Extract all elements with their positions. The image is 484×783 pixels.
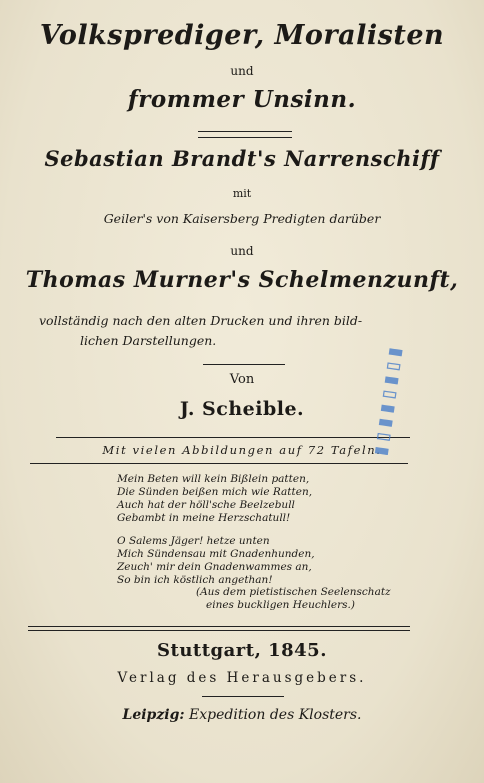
title-line-2: frommer Unsinn. <box>127 86 357 113</box>
author-name: J. Scheible. <box>179 398 305 420</box>
description-line-1: vollständig nach den alten Drucken und ihren bild- <box>39 313 363 328</box>
title-line-1: Volksprediger, Moralisten <box>39 20 445 51</box>
library-stamp-icon: ▮▯▮▮▯▮▯▮ <box>367 342 409 460</box>
rule-above-imprint <box>28 626 410 627</box>
leipzig-label: Leipzig: <box>122 707 185 723</box>
title-conjunction: und <box>230 64 254 78</box>
verse-line: So bin ich köstlich angethan! <box>117 574 273 586</box>
subtitle-conjunction: und <box>230 244 254 258</box>
source-line: eines buckligen Heuchlers.) <box>206 599 355 611</box>
verse-line: O Salems Jäger! hetze unten <box>117 535 270 547</box>
verse-line: Mein Beten will kein Bißlein patten, <box>117 473 310 485</box>
double-rule <box>198 131 292 138</box>
short-rule <box>203 364 285 365</box>
epigraph-source <box>196 586 484 612</box>
subtitle-schelmenzunft: Thomas Murner's Schelmenzunft, <box>25 267 459 293</box>
imprint-place-year: Stuttgart, 1845. <box>157 640 327 661</box>
description-line-2: lichen Darstellungen. <box>80 333 217 348</box>
imprint-short-rule <box>202 696 284 697</box>
verse-line: Zeuch' mir dein Gnadenwammes an, <box>117 561 312 573</box>
subtitle-mit: mit <box>232 187 252 200</box>
verse-line: Gebambt in meine Herzschatull! <box>117 512 291 524</box>
verse-line: Die Sünden beißen mich wie Ratten, <box>117 486 313 498</box>
illustrations-note: Mit vielen Abbildungen auf 72 Tafeln. <box>102 443 382 457</box>
imprint-leipzig <box>0 707 484 723</box>
leipzig-text: Expedition des Klosters. <box>189 707 362 723</box>
subtitle-geiler: Geiler's von Kaisersberg Predigten darüber <box>103 211 381 226</box>
epigraph-stanza-2 <box>117 535 437 587</box>
rule-below-illustrations <box>30 463 408 464</box>
subtitle-narrenschiff: Sebastian Brandt's Narrenschiff <box>44 146 440 171</box>
imprint-publisher: Verlag des Herausgebers. <box>117 670 367 686</box>
verse-line: Auch hat der höll'sche Beelzebull <box>117 499 295 511</box>
verse-line: Mich Sündensau mit Gnadenhunden, <box>117 548 315 560</box>
rule-above-illustrations <box>56 437 410 438</box>
rule-above-imprint-2 <box>28 630 410 631</box>
source-line: (Aus dem pietistischen Seelenschatz <box>196 586 391 598</box>
author-von: Von <box>229 372 255 387</box>
